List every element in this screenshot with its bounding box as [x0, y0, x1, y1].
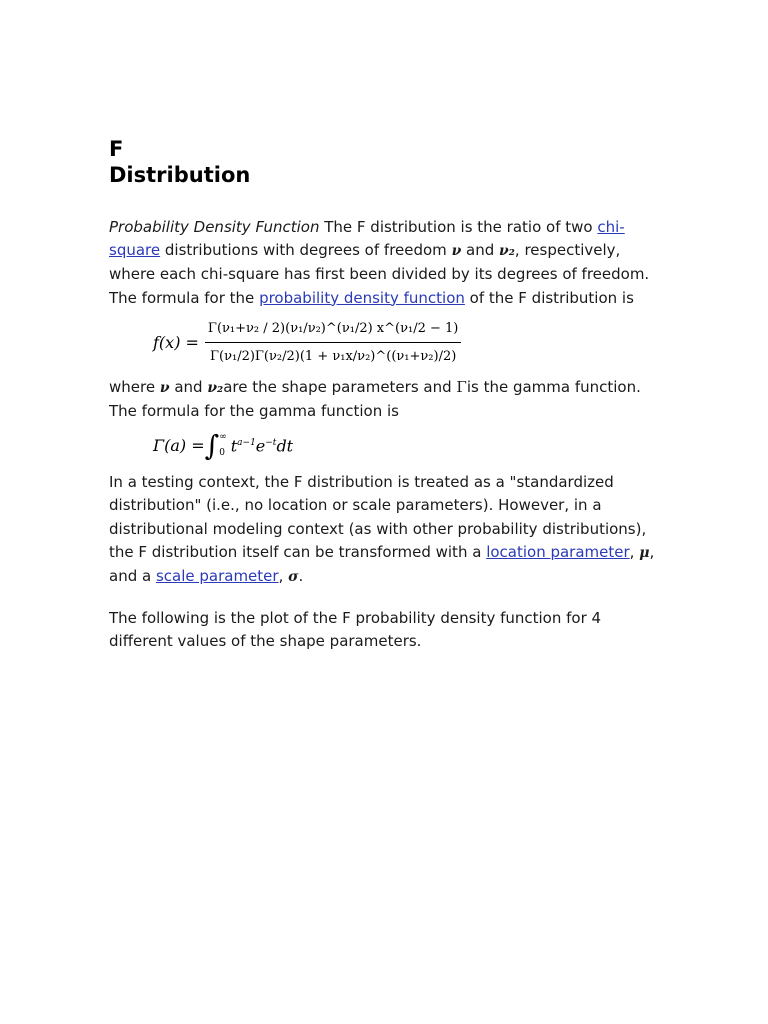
- integral-lower-limit: 0: [219, 448, 225, 459]
- pdf-formula-lhs: f(x) =: [153, 333, 199, 353]
- chi-square-link[interactable]: chi-square: [109, 218, 625, 260]
- page-title: F Distribution: [109, 137, 251, 187]
- paragraph-shape-params: where ν and ν₂are the shape parameters and Γis the gamma function. The formula for the gamma function is: [109, 377, 641, 421]
- nu1-symbol: ν: [159, 379, 170, 396]
- pdf-link[interactable]: probability density function: [259, 288, 465, 307]
- pdf-formula-numerator: Γ(ν₁+ν₂ / 2)(ν₁/ν₂)^(ν₁/2) x^(ν₁/2 − 1): [205, 317, 461, 343]
- nu2-symbol: ν₂: [499, 243, 515, 260]
- paragraph-intro: Probability Density Function The F distribution is the ratio of two chi-square distributions with degrees of freedom ν and ν₂, respectively, where each chi-square has first been divided by its degrees of freedom. The formula for the probability density function of the F distribution is: [109, 218, 650, 307]
- gamma-formula: [153, 423, 659, 467]
- nu1-symbol: ν: [451, 243, 462, 260]
- mu-symbol: μ: [639, 544, 650, 561]
- section-lead: Probability Density Function: [109, 218, 320, 236]
- location-parameter-link[interactable]: location parameter: [486, 542, 630, 561]
- pdf-formula-fraction: [205, 317, 461, 368]
- paragraph-testing-context: In a testing context, the F distribution is treated as a "standardized distribution" (i.e., no location or scale parameters). However, in a distributional modeling context (as with other probability distributions), the F distribution itself can be transformed with a location parameter, μ, and a scale parameter, σ.: [109, 473, 655, 586]
- nu2-symbol: ν₂: [207, 379, 224, 396]
- sigma-symbol: σ: [288, 569, 299, 586]
- integral-sign: ∫: [204, 428, 220, 462]
- scale-parameter-link[interactable]: scale parameter: [155, 567, 279, 586]
- gamma-symbol: Γ: [456, 377, 467, 396]
- integral-limits: [219, 429, 227, 461]
- pdf-formula: [153, 314, 659, 372]
- pdf-formula-denominator: Γ(ν₁/2)Γ(ν₂/2)(1 + ν₁x/ν₂)^((ν₁+ν₂)/2): [209, 349, 457, 365]
- paragraph-plot-intro: The following is the plot of the F probability density function for 4 different values of the shape parameters.: [109, 609, 602, 651]
- integral-upper-limit: ∞: [219, 432, 227, 443]
- gamma-formula-lhs: Γ(a) =: [153, 435, 205, 455]
- gamma-integrand: $t^{a-1}e^{-t}dt$: [230, 436, 294, 456]
- article-body: [109, 216, 659, 654]
